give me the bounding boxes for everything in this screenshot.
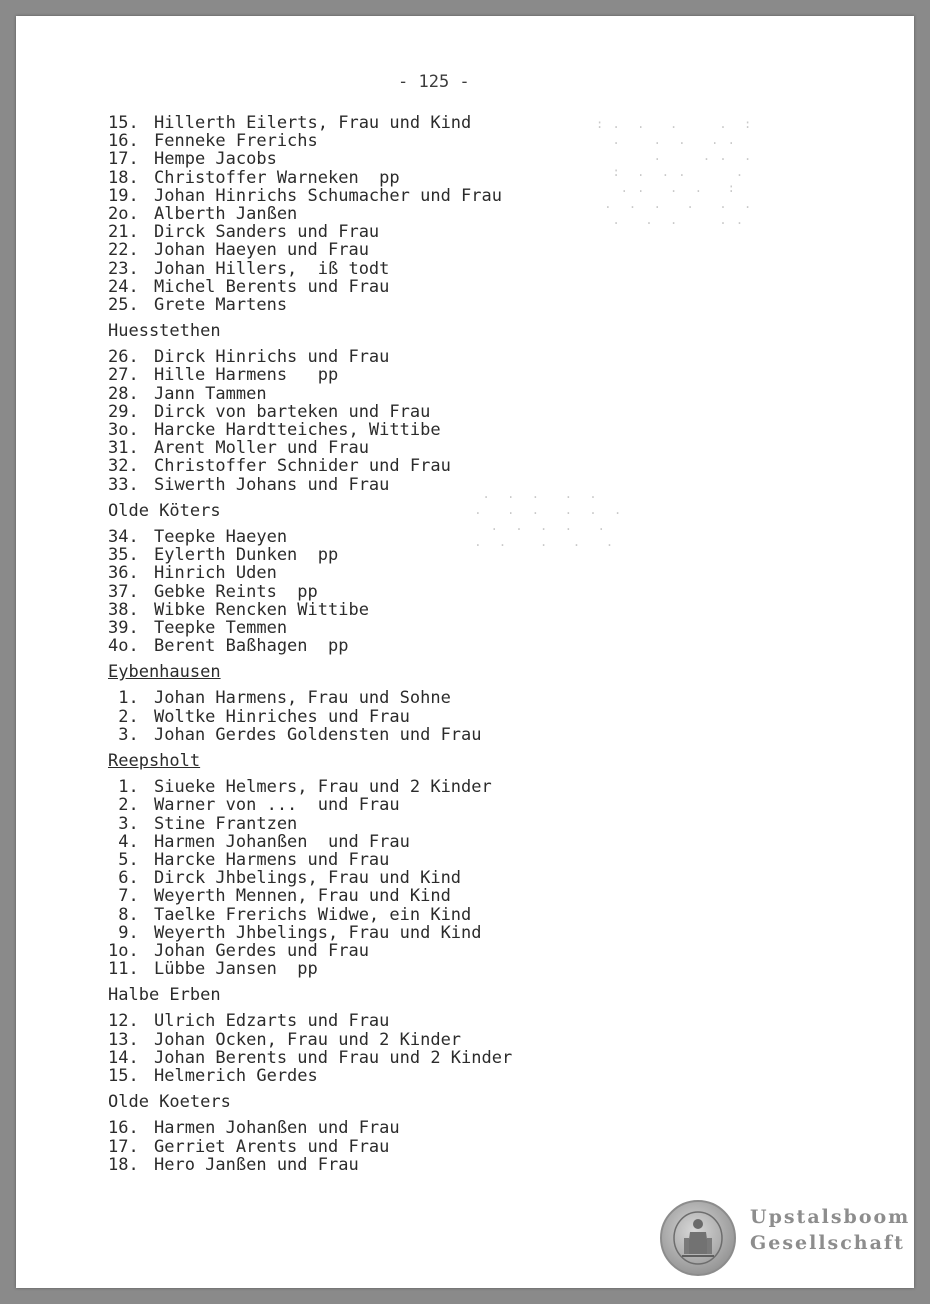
entry-text: Hero Janßen und Frau (154, 1154, 359, 1175)
list-item (108, 869, 668, 887)
entry-text: Siueke Helmers, Frau und 2 Kinder (154, 777, 492, 798)
entry-number: 19. (108, 185, 139, 206)
entry-number: 31. (108, 438, 139, 459)
entry-number: 1. (108, 688, 139, 709)
page-number: - 125 - (398, 72, 470, 92)
entry-text: Grete Martens (154, 294, 288, 315)
entry-number: 38. (108, 599, 139, 620)
entry-text: Woltke Hinriches und Frau (154, 706, 410, 727)
list-item (108, 421, 668, 439)
list-item (108, 223, 668, 241)
entry-number: 8. (108, 904, 139, 925)
list-item (108, 528, 668, 546)
entry-text: Dirck von barteken und Frau (154, 401, 431, 422)
section-heading (108, 322, 668, 340)
entry-text: Jann Tammen (154, 383, 267, 404)
list-item (108, 583, 668, 601)
entry-text: Alberth Janßen (154, 203, 298, 224)
logo-line-2: Gesellschaft (750, 1232, 905, 1254)
entry-text: Hille Harmens pp (154, 365, 339, 386)
section-heading (108, 1093, 668, 1111)
entry-text: Dirck Hinrichs und Frau (154, 347, 390, 368)
section-heading (108, 986, 668, 1004)
entry-text: Johan Hinrichs Schumacher und Frau (154, 185, 502, 206)
entry-text: Berent Baßhagen pp (154, 636, 349, 657)
list-item (108, 778, 668, 796)
list-item (108, 457, 668, 475)
entry-number: 22. (108, 240, 139, 261)
seal-icon (660, 1200, 736, 1276)
list-item (108, 1138, 668, 1156)
bleed-through-ghost-text-2: . . . . . . . . . . . . . . . . . . . . . (474, 487, 623, 549)
entry-number: 18. (108, 1154, 139, 1175)
entry-text: Johan Harmens, Frau und Sohne (154, 688, 451, 709)
entry-number: 32. (108, 456, 139, 477)
entry-text: Hinrich Uden (154, 563, 277, 584)
list-item (108, 796, 668, 814)
list-item (108, 260, 668, 278)
entry-text: Weyerth Mennen, Frau und Kind (154, 886, 451, 907)
list-item (108, 348, 668, 366)
list-item (108, 132, 668, 150)
entry-text: Dirck Jhbelings, Frau und Kind (154, 868, 462, 889)
entry-number: 2. (108, 706, 139, 727)
list-item (108, 887, 668, 905)
entry-text: Arent Moller und Frau (154, 438, 369, 459)
entry-text: Johan Ocken, Frau und 2 Kinder (154, 1029, 462, 1050)
entry-text: Harcke Hardtteiches, Wittibe (154, 420, 441, 440)
entry-text: Johan Hillers, iß todt (154, 258, 390, 279)
list-item (108, 366, 668, 384)
list-item (108, 689, 668, 707)
entry-number: 33. (108, 474, 139, 495)
entry-text: Stine Frantzen (154, 813, 298, 834)
entry-number: 21. (108, 222, 139, 243)
list-item (108, 851, 668, 869)
entry-number: 14. (108, 1047, 139, 1068)
list-item (108, 564, 668, 582)
logo-wordmark (750, 1204, 910, 1256)
entry-number: 24. (108, 276, 139, 297)
entry-text: Gebke Reints pp (154, 581, 318, 602)
entry-number: 3. (108, 813, 139, 834)
entry-text: Dirck Sanders und Frau (154, 222, 380, 243)
entry-text: Johan Gerdes und Frau (154, 940, 369, 961)
list-item (108, 1012, 668, 1030)
entry-text: Gerriet Arents und Frau (154, 1136, 390, 1157)
entry-number: 29. (108, 401, 139, 422)
entry-number: 2. (108, 795, 139, 816)
section-heading (108, 752, 668, 770)
entry-number: 2o. (108, 203, 139, 224)
entry-text: Helmerich Gerdes (154, 1066, 318, 1086)
entry-text: Hillerth Eilerts, Frau und Kind (154, 113, 472, 133)
entry-number: 18. (108, 167, 139, 188)
entry-text: Hempe Jacobs (154, 149, 277, 170)
entry-text: Harmen Johanßen und Frau (154, 1118, 400, 1139)
entry-text: Fenneke Frerichs (154, 131, 318, 152)
section-heading-text: Halbe Erben (108, 985, 221, 1006)
entry-number: 27. (108, 365, 139, 386)
section-heading-text: Huesstethen (108, 321, 221, 342)
entry-number: 36. (108, 563, 139, 584)
list-item (108, 960, 668, 978)
section-heading-text: Eybenhausen (108, 662, 221, 683)
section-heading (108, 663, 668, 681)
list-item (108, 924, 668, 942)
entry-text: Weyerth Jhbelings, Frau und Kind (154, 922, 482, 943)
entry-number: 15. (108, 113, 139, 133)
entry-text: Christoffer Warneken pp (154, 167, 400, 188)
entry-text: Michel Berents und Frau (154, 276, 390, 297)
entry-number: 17. (108, 1136, 139, 1157)
section-heading-text: Reepsholt (108, 751, 201, 771)
entry-text: Harmen Johanßen und Frau (154, 831, 410, 852)
entry-text: Teepke Haeyen (154, 526, 288, 547)
entry-text: Eylerth Dunken pp (154, 545, 339, 566)
entry-number: 12. (108, 1011, 139, 1032)
entry-text: Johan Gerdes Goldensten und Frau (154, 724, 482, 745)
list-item (108, 385, 668, 403)
section-heading-text: Olde Koeters (108, 1092, 231, 1113)
entry-number: 16. (108, 1118, 139, 1139)
list-item (108, 403, 668, 421)
list-item (108, 708, 668, 726)
list-item (108, 1119, 668, 1137)
list-item (108, 619, 668, 637)
list-item (108, 1031, 668, 1049)
entry-text: Johan Berents und Frau und 2 Kinder (154, 1047, 513, 1068)
entry-text: Teepke Temmen (154, 617, 288, 638)
entry-number: 35. (108, 545, 139, 566)
entry-number: 4o. (108, 636, 139, 657)
entry-number: 34. (108, 526, 139, 547)
entry-text: Siwerth Johans und Frau (154, 474, 390, 495)
list-item (108, 637, 668, 655)
list-item (108, 114, 668, 132)
list-item (108, 241, 668, 259)
entry-number: 13. (108, 1029, 139, 1050)
entry-number: 39. (108, 617, 139, 638)
entry-text: Lübbe Jansen pp (154, 959, 318, 980)
section-heading-text: Olde Köters (108, 500, 221, 521)
entry-number: 11. (108, 959, 139, 980)
list-item (108, 942, 668, 960)
entry-text: Wibke Rencken Wittibe (154, 599, 369, 620)
entry-number: 4. (108, 831, 139, 852)
list-item (108, 726, 668, 744)
logo-line-1: Upstalsboom (750, 1206, 911, 1228)
entry-text: Ulrich Edzarts und Frau (154, 1011, 390, 1032)
list-item (108, 815, 668, 833)
list-item (108, 187, 668, 205)
entry-number: 3. (108, 724, 139, 745)
section-heading (108, 502, 668, 520)
list-item (108, 150, 668, 168)
entry-number: 7. (108, 886, 139, 907)
entry-number: 16. (108, 131, 139, 152)
entry-number: 23. (108, 258, 139, 279)
entry-number: 28. (108, 383, 139, 404)
list-item (108, 169, 668, 187)
entry-number: 17. (108, 149, 139, 170)
entry-text: Harcke Harmens und Frau (154, 849, 390, 870)
list-item (108, 601, 668, 619)
list-item (108, 205, 668, 223)
bleed-through-ghost-text: : . . . . : . . . . . . . . . : . . . . . . . . : . . . . . . . . . . . (596, 117, 753, 227)
upstalsboom-logo (660, 1200, 911, 1276)
entry-text: Warner von ... und Frau (154, 795, 400, 816)
entry-number: 9. (108, 922, 139, 943)
entry-number: 25. (108, 294, 139, 315)
entry-text: Taelke Frerichs Widwe, ein Kind (154, 904, 472, 925)
register-list (108, 114, 668, 1174)
list-item (108, 546, 668, 564)
list-item (108, 1049, 668, 1067)
entry-number: 15. (108, 1066, 139, 1086)
list-item (108, 278, 668, 296)
entry-text: Christoffer Schnider und Frau (154, 456, 451, 477)
list-item (108, 833, 668, 851)
entry-number: 1. (108, 777, 139, 798)
list-item (108, 906, 668, 924)
entry-number: 37. (108, 581, 139, 602)
list-item (108, 1067, 668, 1085)
entry-number: 1o. (108, 940, 139, 961)
list-item (108, 296, 668, 314)
list-item (108, 476, 668, 494)
list-item (108, 1156, 668, 1174)
entry-number: 6. (108, 868, 139, 889)
entry-number: 5. (108, 849, 139, 870)
entry-text: Johan Haeyen und Frau (154, 240, 369, 261)
list-item (108, 439, 668, 457)
entry-number: 3o. (108, 420, 139, 440)
document-page (16, 16, 914, 1288)
entry-number: 26. (108, 347, 139, 368)
